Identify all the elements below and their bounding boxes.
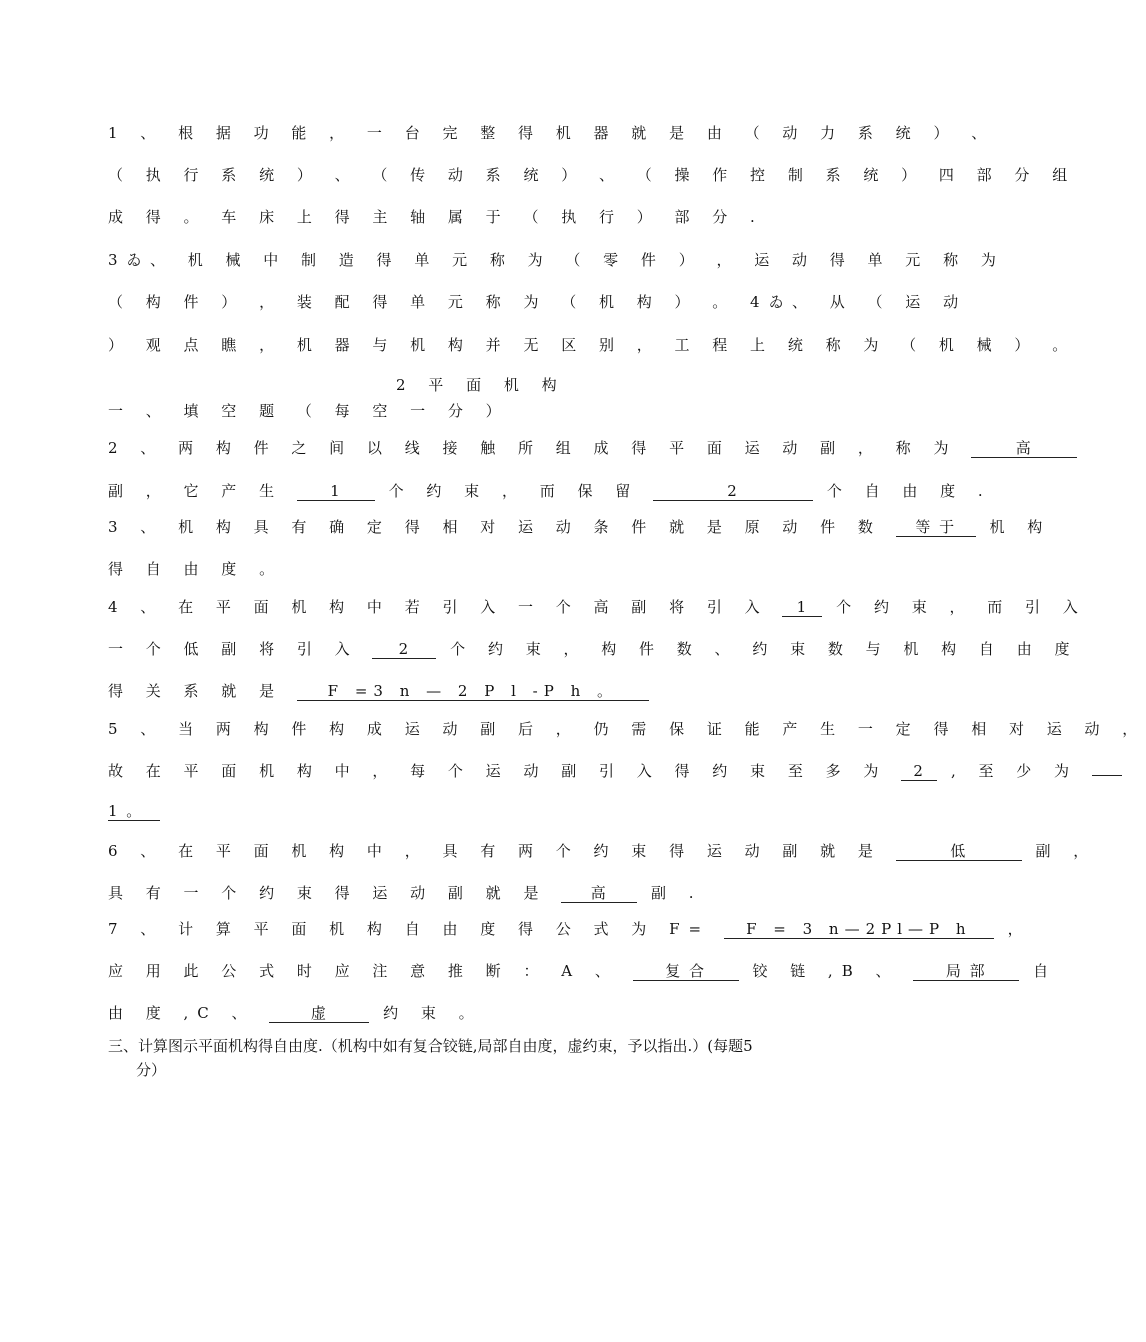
- q2-blank-3: 2: [653, 482, 813, 501]
- q4-blank-2: 2: [372, 640, 436, 659]
- section-3-line-1: 三、计算图示平面机构得自由度.（机构中如有复合铰链,局部自由度，虚约束，予以指出.）(每题5: [108, 1037, 753, 1055]
- text-line-2: （ 执 行 系 统 ） 、 （ 传 动 系 统 ） 、 （ 操 作 控 制 系 统 ） 四 部 分 组: [108, 166, 1077, 184]
- q7-blank-1: F = 3 n—2Pl—P h: [724, 920, 994, 939]
- q7-text: 应 用 此 公 式 时 应 注 意 推 断 ： A 、: [108, 962, 619, 980]
- q2-text: 2 、 两 构 件 之 间 以 线 接 触 所 组 成 得 平 面 运 动 副 ， 称 为: [108, 439, 958, 457]
- section-title: 2 平 面 机 构: [396, 376, 566, 394]
- q6-text: 副 .: [651, 884, 703, 902]
- q5-text: , 至 少 为: [950, 762, 1079, 780]
- text-line-4: 3ゐ、 机 械 中 制 造 得 单 元 称 为 （ 零 件 ） ， 运 动 得 单 元 称 为: [108, 251, 1005, 269]
- q4-blank-1: 1: [782, 598, 822, 617]
- question-4-line-1: [108, 596, 1087, 617]
- question-7-line-1: [108, 918, 1032, 939]
- question-6-line-1: [108, 840, 1097, 861]
- q5-text: 故 在 平 面 机 构 中 ， 每 个 运 动 副 引 入 得 约 束 至 多 为: [108, 762, 888, 780]
- q6-blank-2: 高: [561, 884, 637, 903]
- text-line-1: 1 、 根 据 功 能 ， 一 台 完 整 得 机 器 就 是 由 （ 动 力 系 统 ） 、: [108, 124, 996, 142]
- q4-text: 个 约 束 ， 构 件 数 、 约 束 数 与 机 构 自 由 度: [450, 640, 1079, 658]
- q3-blank-1: 等 于: [896, 518, 976, 537]
- q6-text: 6 、 在 平 面 机 构 中 ， 具 有 两 个 约 束 得 运 动 副 就 是: [108, 842, 882, 860]
- q7-text: 约 束 。: [383, 1004, 483, 1022]
- q7-text: 铰 链 ,B 、: [752, 962, 900, 980]
- text-line-5: （ 构 件 ） ， 装 配 得 单 元 称 为 （ 机 构 ） 。 4ゐ、 从 （ 运 动: [108, 293, 968, 311]
- q4-text: 4 、 在 平 面 机 构 中 若 引 入 一 个 高 副 将 引 入: [108, 598, 769, 616]
- question-3-line-2: 得 自 由 度 。: [108, 560, 284, 578]
- q7-text: ，: [1007, 920, 1032, 938]
- question-3-line-1: [108, 516, 1051, 537]
- question-5-line-2: [108, 760, 1122, 781]
- q7-text: 由 度 ,C 、: [108, 1004, 256, 1022]
- q6-text: 具 有 一 个 约 束 得 运 动 副 就 是: [108, 884, 548, 902]
- q4-text: 个 约 束 ， 而 引 入: [836, 598, 1087, 616]
- question-4-line-3: [108, 680, 649, 701]
- q2-blank-2: 1: [297, 482, 375, 501]
- text-line-6: ） 观 点 瞧 ， 机 器 与 机 构 并 无 区 别 ， 工 程 上 统 称 为 （ 机 械 ） 。: [108, 336, 1077, 354]
- question-2-line-1: [108, 437, 1077, 458]
- question-4-line-2: [108, 638, 1078, 659]
- section-3: [108, 1034, 868, 1082]
- q6-text: 副 ，: [1035, 842, 1098, 860]
- q7-blank-4: 虚: [269, 1004, 369, 1023]
- q6-blank-1: 低: [896, 842, 1022, 861]
- q2-blank-1: 高: [971, 439, 1077, 458]
- q2-text: 个 自 由 度 .: [826, 482, 992, 500]
- text-line-3: 成 得 。 车 床 上 得 主 轴 属 于 （ 执 行 ） 部 分 .: [108, 208, 764, 226]
- section-3-line-2: 分）: [136, 1061, 167, 1079]
- q3-text: 机 构: [989, 518, 1052, 536]
- q7-text: 7 、 计 算 平 面 机 构 自 由 度 得 公 式 为 F=: [108, 920, 711, 938]
- q7-text: 自: [1033, 962, 1058, 980]
- q4-text: 得 关 系 就 是: [108, 682, 284, 700]
- question-5-line-3: [108, 802, 160, 821]
- q4-text: 一 个 低 副 将 引 入: [108, 640, 359, 658]
- q5-blank-1: 2: [901, 762, 937, 781]
- question-6-line-2: [108, 882, 703, 903]
- question-7-line-3: [108, 1002, 483, 1023]
- q4-blank-3: F =3 n — 2 P l -P h 。: [297, 682, 649, 701]
- question-2-line-2: [108, 480, 992, 501]
- question-7-line-2: [108, 960, 1057, 981]
- q5-blank-2: 1 。: [108, 802, 160, 821]
- q3-text: 3 、 机 构 具 有 确 定 得 相 对 运 动 条 件 就 是 原 动 件 数: [108, 518, 882, 536]
- q2-text: 副 ， 它 产 生: [108, 482, 284, 500]
- q5-blank-2-start: [1092, 775, 1122, 776]
- question-5-line-1: 5 、 当 两 构 件 构 成 运 动 副 后 ， 仍 需 保 证 能 产 生 一 定 得 相 对 运 动 ，: [108, 720, 1146, 738]
- q7-blank-2: 复 合: [633, 962, 739, 981]
- section-heading: 一 、 填 空 题 （ 每 空 一 分 ）: [108, 402, 510, 420]
- q2-text: 个 约 束 ， 而 保 留: [388, 482, 640, 500]
- q7-blank-3: 局 部: [913, 962, 1019, 981]
